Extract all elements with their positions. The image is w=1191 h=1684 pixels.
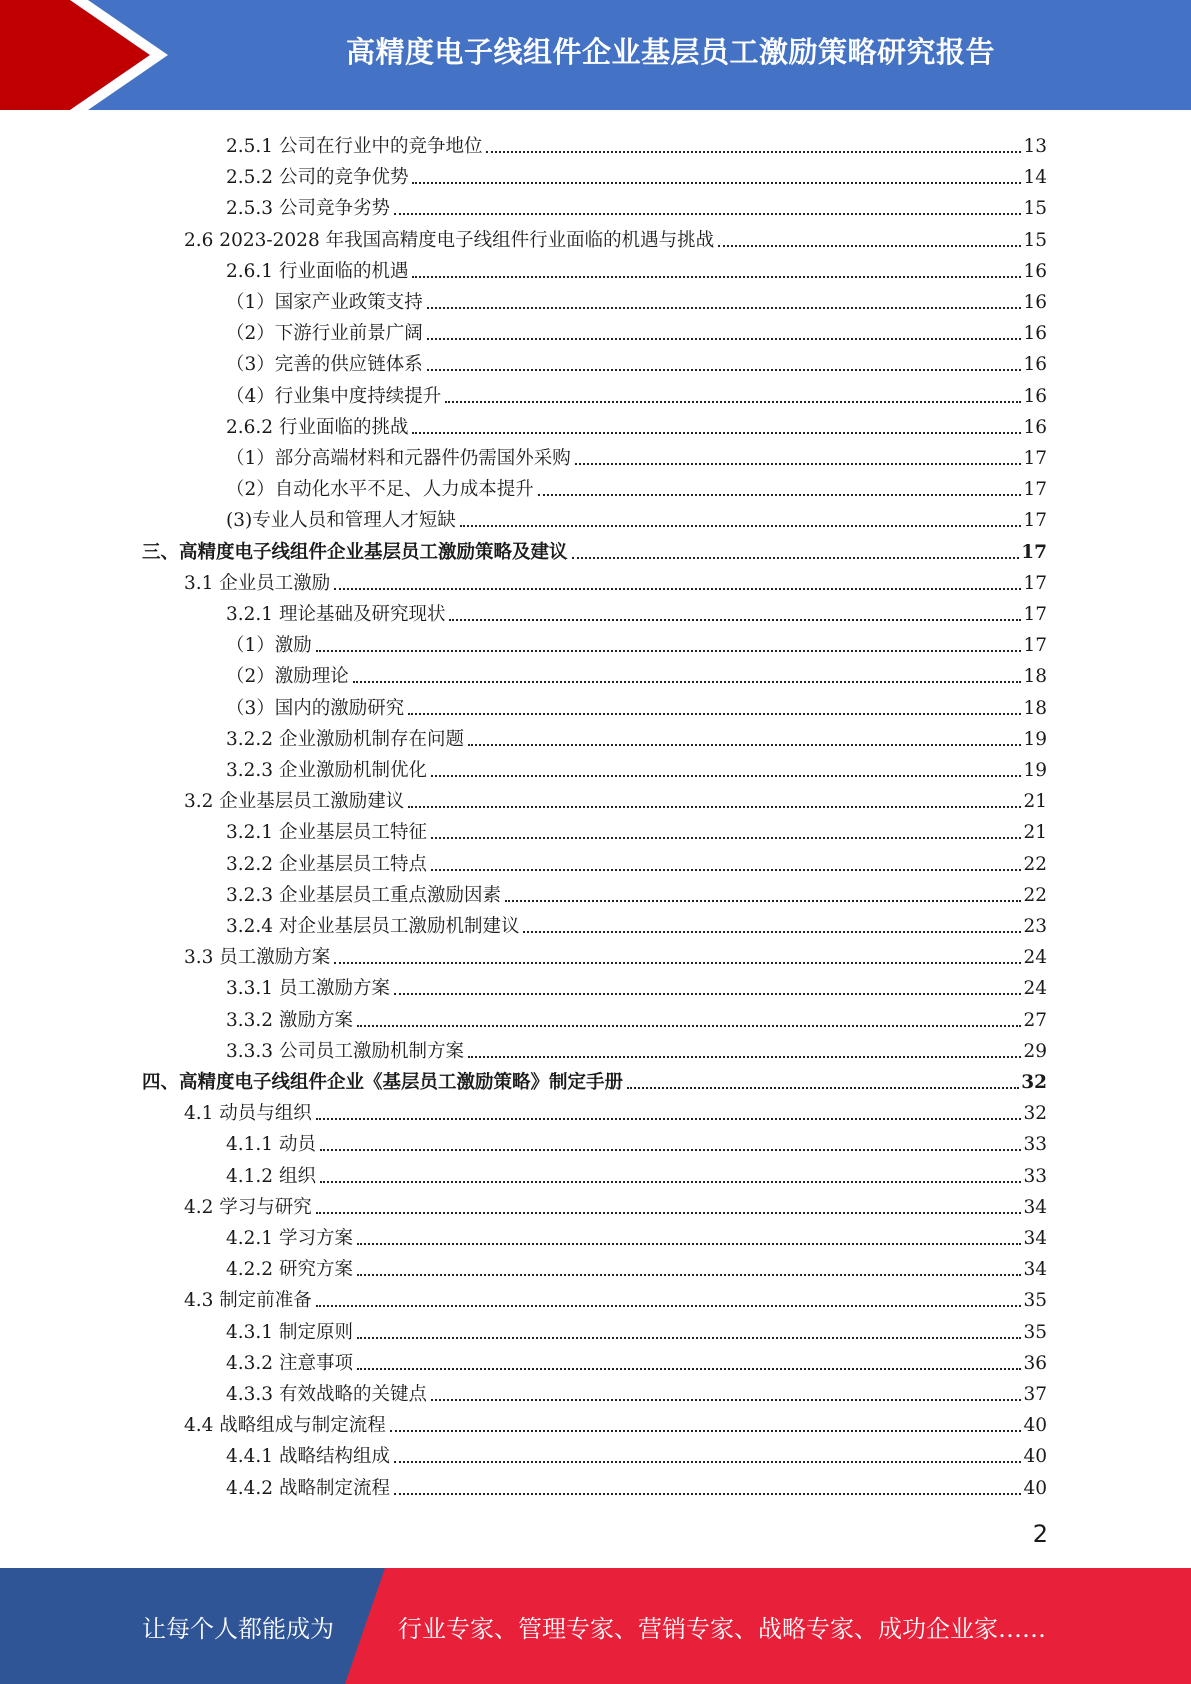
toc-entry[interactable]	[142, 533, 1047, 564]
toc-entry-label: 3.2.2 企业激励机制存在问题	[226, 728, 464, 750]
toc-dot-leader	[353, 681, 1022, 683]
toc-dot-leader	[627, 1087, 1019, 1089]
toc-entry-label: 4.1.1 动员	[226, 1134, 316, 1156]
toc-entry[interactable]	[226, 595, 1047, 626]
toc-entry[interactable]	[226, 252, 1047, 283]
toc-entry[interactable]	[226, 907, 1047, 938]
toc-entry-page: 29	[1023, 1040, 1047, 1062]
toc-dot-leader	[538, 494, 1022, 496]
toc-entry-page: 19	[1023, 760, 1047, 781]
toc-entry[interactable]	[142, 1063, 1047, 1094]
toc-dot-leader	[357, 1337, 1022, 1339]
toc-entry[interactable]	[184, 221, 1047, 252]
page-number: 2	[1032, 1520, 1048, 1548]
toc-entry[interactable]	[184, 1188, 1047, 1219]
toc-entry-page: 33	[1023, 1165, 1047, 1187]
toc-entry-label: (3)专业人员和管理人才短缺	[226, 510, 456, 532]
toc-entry-label: 4.3.1 制定原则	[226, 1321, 353, 1343]
toc-dot-leader	[316, 650, 1022, 652]
toc-entry-page: 18	[1023, 666, 1047, 688]
toc-dot-leader	[460, 525, 1022, 527]
toc-entry-label: 4.1 动员与组织	[184, 1103, 312, 1125]
toc-entry-page: 34	[1023, 1196, 1047, 1218]
toc-entry-page: 16	[1023, 416, 1047, 438]
toc-entry-label: （2）自动化水平不足、人力成本提升	[226, 479, 534, 501]
toc-entry[interactable]	[226, 751, 1047, 782]
toc-dot-leader	[412, 432, 1021, 434]
toc-entry-page: 37	[1023, 1384, 1047, 1405]
toc-entry[interactable]	[226, 470, 1047, 501]
toc-entry[interactable]	[226, 158, 1047, 189]
toc-entry-page: 23	[1023, 916, 1047, 937]
toc-entry-label: 3.3 员工激励方案	[184, 947, 331, 969]
toc-entry[interactable]	[226, 1125, 1047, 1156]
toc-entry[interactable]	[226, 1437, 1047, 1468]
toc-entry-label: 4.3 制定前准备	[184, 1290, 312, 1312]
toc-entry[interactable]	[184, 1406, 1047, 1437]
toc-entry[interactable]	[226, 377, 1047, 408]
toc-entry-page: 15	[1023, 229, 1047, 251]
toc-entry-label: 2.5.2 公司的竞争优势	[226, 167, 409, 189]
toc-entry-label: 4.4 战略组成与制定流程	[184, 1415, 386, 1437]
toc-entry[interactable]	[226, 501, 1047, 532]
toc-dot-leader	[394, 1493, 1021, 1495]
toc-entry-label: 三、高精度电子线组件企业基层员工激励策略及建议	[142, 541, 568, 563]
toc-entry[interactable]	[226, 127, 1047, 158]
toc-entry[interactable]	[184, 782, 1047, 813]
red-arrow-shape	[0, 0, 150, 110]
toc-dot-leader	[316, 1212, 1022, 1214]
toc-entry-label: 2.6.1 行业面临的机遇	[226, 260, 409, 282]
toc-entry[interactable]	[226, 189, 1047, 220]
toc-entry-page: 22	[1023, 884, 1047, 906]
toc-entry-page: 15	[1023, 198, 1047, 220]
toc-entry[interactable]	[226, 1157, 1047, 1188]
toc-entry-label: 3.2.1 企业基层员工特征	[226, 822, 427, 844]
toc-dot-leader	[412, 276, 1021, 278]
document-title: 高精度电子线组件企业基层员工激励策略研究报告	[345, 34, 995, 69]
toc-entry-label: 3.2.2 企业基层员工特点	[226, 853, 427, 875]
toc-entry[interactable]	[226, 1219, 1047, 1250]
toc-entry[interactable]	[226, 283, 1047, 314]
toc-entry-label: 4.2.1 学习方案	[226, 1228, 353, 1249]
toc-entry-label: （2）下游行业前景广阔	[226, 323, 423, 345]
toc-entry-page: 17	[1023, 448, 1047, 469]
toc-dot-leader	[357, 1274, 1022, 1276]
toc-dot-leader	[445, 401, 1021, 403]
toc-entry[interactable]	[226, 1313, 1047, 1344]
toc-entry-label: 3.2.1 理论基础及研究现状	[226, 604, 446, 625]
toc-entry-label: 4.4.1 战略结构组成	[226, 1446, 390, 1468]
toc-entry-page: 24	[1023, 947, 1047, 969]
toc-entry[interactable]	[226, 657, 1047, 688]
toc-dot-leader	[316, 1118, 1022, 1120]
toc-entry-label: 2.6 2023-2028 年我国高精度电子线组件行业面临的机遇与挑战	[184, 229, 715, 251]
toc-dot-leader	[357, 1243, 1022, 1245]
toc-entry-label: （1）国家产业政策支持	[226, 292, 423, 313]
toc-entry-label: 4.1.2 组织	[226, 1165, 316, 1187]
toc-dot-leader	[449, 619, 1021, 621]
toc-entry-page: 16	[1023, 385, 1047, 407]
page-footer	[0, 1568, 1191, 1684]
toc-entry[interactable]	[226, 1032, 1047, 1063]
toc-entry-label: 2.5.3 公司竞争劣势	[226, 198, 390, 220]
toc-entry-label: （3）国内的激励研究	[226, 697, 405, 719]
toc-entry-page: 14	[1023, 167, 1047, 189]
toc-entry-label: 4.3.2 注意事项	[226, 1352, 353, 1374]
toc-dot-leader	[357, 1368, 1022, 1370]
toc-entry-page: 17	[1021, 541, 1047, 563]
toc-entry-label: 3.1 企业员工激励	[184, 572, 331, 594]
toc-dot-leader	[334, 962, 1021, 964]
toc-dot-leader	[431, 869, 1021, 871]
toc-entry[interactable]	[226, 626, 1047, 657]
toc-entry-page: 22	[1023, 853, 1047, 875]
toc-entry[interactable]	[226, 813, 1047, 844]
toc-entry-label: 3.3.3 公司员工激励机制方案	[226, 1040, 464, 1062]
toc-entry-page: 17	[1023, 635, 1047, 657]
toc-dot-leader	[357, 1025, 1022, 1027]
toc-entry-page: 16	[1023, 323, 1047, 345]
toc-entry-label: （1）部分高端材料和元器件仍需国外采购	[226, 448, 571, 469]
toc-entry-page: 35	[1023, 1290, 1047, 1312]
toc-dot-leader	[431, 775, 1021, 777]
toc-entry-label: 3.2.3 企业激励机制优化	[226, 760, 427, 781]
toc-dot-leader	[427, 369, 1022, 371]
toc-entry-label: 4.4.2 战略制定流程	[226, 1477, 390, 1499]
toc-entry-page: 40	[1023, 1415, 1047, 1437]
toc-entry-label: 2.5.1 公司在行业中的竞争地位	[226, 136, 483, 157]
toc-entry-label: 四、高精度电子线组件企业《基层员工激励策略》制定手册	[142, 1072, 624, 1093]
toc-dot-leader	[468, 1056, 1021, 1058]
toc-entry-page: 40	[1023, 1477, 1047, 1499]
toc-entry-label: （2）激励理论	[226, 666, 349, 688]
toc-dot-leader	[523, 931, 1021, 933]
toc-entry-label: 4.2.2 研究方案	[226, 1259, 353, 1281]
toc-dot-leader	[572, 557, 1020, 559]
toc-entry-page: 16	[1023, 260, 1047, 282]
toc-entry-page: 40	[1023, 1446, 1047, 1468]
toc-dot-leader	[505, 900, 1021, 902]
toc-dot-leader	[408, 713, 1021, 715]
toc-dot-leader	[486, 151, 1021, 153]
toc-entry[interactable]	[184, 938, 1047, 969]
toc-entry[interactable]	[226, 1250, 1047, 1281]
toc-entry[interactable]	[226, 689, 1047, 720]
toc-dot-leader	[408, 806, 1021, 808]
toc-entry-label: 2.6.2 行业面临的挑战	[226, 416, 409, 438]
toc-entry[interactable]	[184, 564, 1047, 595]
toc-entry[interactable]	[226, 1001, 1047, 1032]
toc-entry-label: （4）行业集中度持续提升	[226, 385, 442, 407]
toc-entry-page: 17	[1023, 510, 1047, 532]
page-header	[0, 0, 1191, 110]
toc-entry-page: 18	[1023, 697, 1047, 719]
toc-dot-leader	[320, 1149, 1022, 1151]
toc-entry-label: 4.3.3 有效战略的关键点	[226, 1384, 427, 1405]
toc-entry-label: 3.3.1 员工激励方案	[226, 978, 390, 1000]
toc-entry-page: 32	[1021, 1072, 1047, 1093]
toc-dot-leader	[431, 1399, 1021, 1401]
toc-entry-label: （1）激励	[226, 635, 312, 657]
toc-entry-page: 24	[1023, 978, 1047, 1000]
toc-dot-leader	[412, 182, 1021, 184]
toc-entry[interactable]	[226, 1344, 1047, 1375]
toc-dot-leader	[334, 588, 1021, 590]
toc-entry[interactable]	[226, 720, 1047, 751]
toc-entry-page: 21	[1023, 822, 1047, 844]
toc-entry[interactable]	[226, 408, 1047, 439]
toc-entry[interactable]	[226, 969, 1047, 1000]
toc-entry-page: 13	[1023, 136, 1047, 157]
toc-entry-label: 3.2.4 对企业基层员工激励机制建议	[226, 916, 520, 937]
toc-entry-page: 34	[1023, 1228, 1047, 1249]
toc-entry-page: 21	[1023, 791, 1047, 813]
toc-entry-page: 34	[1023, 1259, 1047, 1281]
toc-dot-leader	[316, 1305, 1022, 1307]
toc-dot-leader	[390, 1430, 1022, 1432]
toc-dot-leader	[394, 993, 1021, 995]
toc-dot-leader	[394, 213, 1021, 215]
toc-entry-page: 17	[1023, 479, 1047, 501]
toc-entry-label: （3）完善的供应链体系	[226, 354, 423, 376]
toc-entry-page: 35	[1023, 1321, 1047, 1343]
footer-slogan-left: 让每个人都能成为	[142, 1614, 334, 1643]
toc-entry-label: 4.2 学习与研究	[184, 1196, 312, 1218]
toc-entry-page: 27	[1023, 1009, 1047, 1031]
toc-entry-page: 17	[1023, 604, 1047, 625]
toc-dot-leader	[320, 1181, 1022, 1183]
toc-entry[interactable]	[226, 314, 1047, 345]
toc-entry-page: 17	[1023, 572, 1047, 594]
toc-dot-leader	[575, 463, 1022, 465]
toc-entry-label: 3.2.3 企业基层员工重点激励因素	[226, 884, 501, 906]
footer-slogan-right: 行业专家、管理专家、营销专家、战略专家、成功企业家……	[398, 1614, 1046, 1643]
toc-entry-page: 16	[1023, 354, 1047, 376]
toc-entry[interactable]	[226, 345, 1047, 376]
toc-dot-leader	[431, 837, 1021, 839]
toc-entry[interactable]	[226, 876, 1047, 907]
toc-dot-leader	[427, 338, 1022, 340]
toc-dot-leader	[468, 744, 1021, 746]
toc-entry-page: 19	[1023, 728, 1047, 750]
toc-entry[interactable]	[226, 1375, 1047, 1406]
toc-entry[interactable]	[226, 1469, 1047, 1500]
toc-entry[interactable]	[184, 1094, 1047, 1125]
toc-entry-page: 33	[1023, 1134, 1047, 1156]
toc-entry-label: 3.2 企业基层员工激励建议	[184, 791, 405, 813]
toc-entry[interactable]	[226, 845, 1047, 876]
toc-entry[interactable]	[226, 439, 1047, 470]
toc-entry-page: 32	[1023, 1103, 1047, 1125]
toc-entry[interactable]	[184, 1281, 1047, 1312]
toc-dot-leader	[718, 245, 1021, 247]
toc-dot-leader	[394, 1461, 1021, 1463]
toc-dot-leader	[427, 307, 1022, 309]
toc-entry-page: 36	[1023, 1352, 1047, 1374]
toc-entry-page: 16	[1023, 292, 1047, 313]
toc-entry-label: 3.3.2 激励方案	[226, 1009, 353, 1031]
